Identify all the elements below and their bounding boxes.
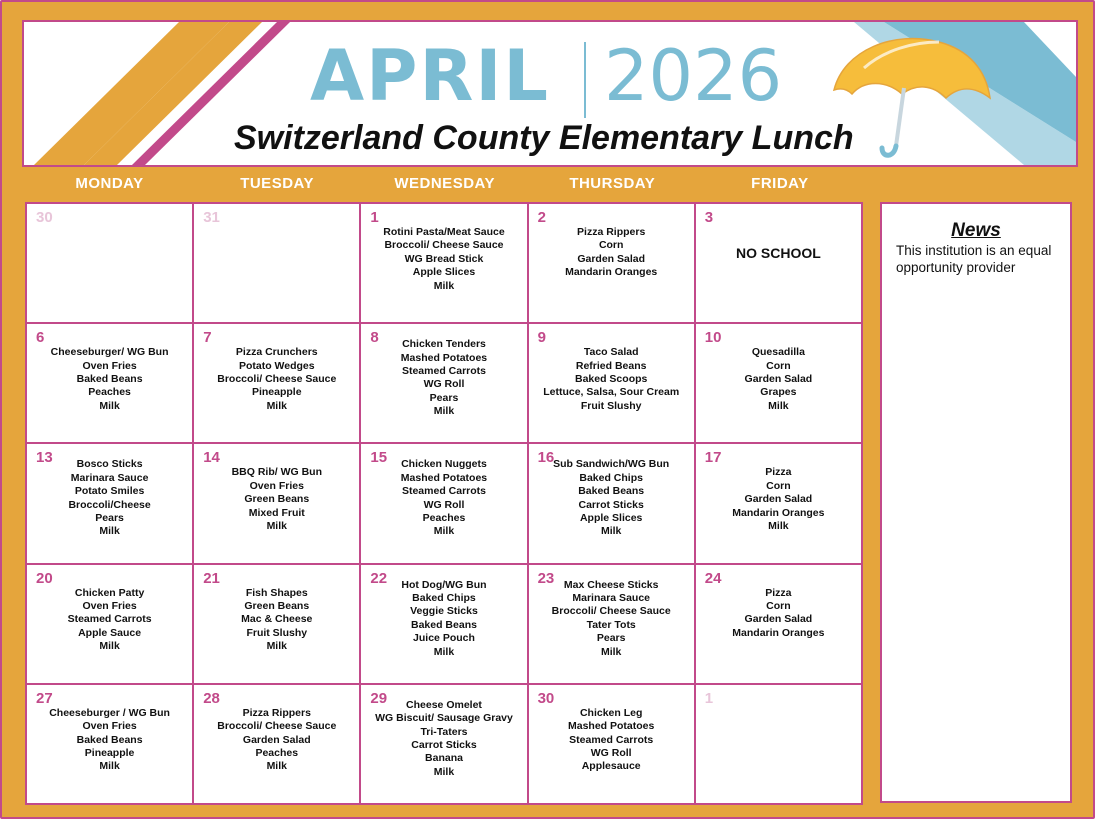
weekday-header-row [26,172,866,198]
menu-item: Corn [766,600,791,612]
menu-item: Mandarin Oranges [732,506,825,519]
menu-item: Tater Tots [586,618,636,631]
menu-item: Milk [99,399,120,412]
day-number: 14 [203,449,220,467]
menu-item: Pizza [765,586,792,599]
day-number: 1 [704,689,714,707]
menu-list [529,226,694,280]
menu-list [696,244,861,262]
menu-item: WG Bread Stick [404,252,484,265]
menu-list [361,458,526,538]
menu-item: Pears [596,632,626,645]
menu-item: Marinara Sauce [572,592,650,604]
menu-item: Steamed Carrots [569,733,654,746]
menu-item: Mandarin Oranges [565,266,658,279]
calendar-day-cell [529,565,694,683]
menu-item: Sub Sandwich/WG Bun [553,458,670,471]
menu-item: Applesauce [581,760,641,773]
day-number: 2 [537,209,546,226]
day-number: 22 [370,569,388,587]
menu-item: Oven Fries [82,359,137,372]
calendar-grid [25,202,863,805]
calendar-day-cell [27,204,192,322]
menu-item: Corn [598,239,624,252]
day-number: 30 [36,209,53,226]
menu-item: Peaches [255,747,299,760]
calendar-day-cell [696,324,861,442]
calendar-day-cell [361,204,526,322]
umbrella-icon [824,28,994,167]
calendar-day-cell [529,204,694,322]
day-number: 3 [704,209,714,226]
calendar-day-cell [194,204,359,322]
menu-item: Max Cheese Sticks [563,578,659,591]
calendar-day-cell [529,324,694,442]
menu-item: Milk [433,645,455,658]
menu-item: Apple Sauce [78,626,142,639]
day-number: 16 [537,449,555,467]
menu-item: Broccoli/ Cheese Sauce [217,373,337,385]
weekday-header-thursday: THURSDAY [569,175,656,192]
no-school-note: NO SCHOOL [736,245,821,261]
menu-item: WG Roll [423,498,465,511]
day-number: 29 [370,689,388,707]
day-number: 23 [537,569,555,587]
menu-item: WG Biscuit/ Sausage Gravy [375,712,513,725]
day-number: 20 [36,569,53,587]
menu-item: Corn [766,479,791,492]
calendar-day-cell [194,685,359,803]
menu-item: Steamed Carrots [67,613,152,626]
menu-item: Pineapple [84,747,135,760]
menu-item: Carrot Sticks [578,498,644,511]
menu-list [361,699,526,779]
menu-item: Chicken Patty [74,586,145,599]
menu-item: Oven Fries [82,600,137,612]
menu-item: Bosco Sticks [76,458,143,471]
news-text: This institution is an equal opportunity provider [896,243,1052,275]
menu-item: Garden Salad [744,493,813,506]
menu-item: Chicken Leg [579,706,643,719]
menu-item: Cheeseburger/ WG Bun [50,346,169,359]
menu-item: Mashed Potatoes [400,471,488,484]
menu-item: Milk [600,645,622,658]
menu-item: Garden Salad [744,373,813,385]
menu-item: BBQ Rib/ WG Bun [231,466,322,479]
menu-list [529,579,694,659]
menu-item: Peaches [88,386,131,399]
day-number: 30 [537,689,555,707]
weekday-header-friday: FRIDAY [751,175,809,192]
menu-item: Grapes [760,386,797,399]
calendar-day-cell [361,444,526,562]
calendar-day-cell [194,324,359,442]
menu-item: Juice Pouch [413,632,475,645]
menu-item: Quesadilla [751,346,805,359]
menu-item: Pizza Rippers [577,226,646,238]
menu-list [27,587,192,654]
menu-item: Baked Chips [412,592,476,604]
menu-item: Milk [266,399,287,412]
day-number: 28 [203,689,220,707]
day-number: 17 [704,449,722,467]
menu-item: Chicken Nuggets [401,458,487,471]
menu-item: Mac & Cheese [241,613,313,626]
menu-item: Tri-Taters [420,725,468,738]
calendar-day-cell [361,565,526,683]
menu-item: Pineapple [251,386,302,399]
menu-item: Cheeseburger / WG Bun [49,706,170,719]
menu-item: Corn [766,359,791,372]
menu-item: Baked Beans [578,485,645,498]
menu-item: Pizza Crunchers [235,346,318,359]
menu-item: Broccoli/ Cheese Sauce [551,605,671,618]
menu-item: Pizza Rippers [242,706,311,719]
calendar-day-cell [27,685,192,803]
menu-list [529,458,694,538]
weekday-header-monday: MONDAY [75,175,144,192]
day-number: 6 [36,329,45,347]
menu-item: Milk [99,760,120,773]
menu-item: Veggie Sticks [410,605,478,618]
menu-item: Pears [95,512,124,525]
menu-item: Milk [433,765,455,778]
menu-item: Oven Fries [249,479,304,492]
menu-item: Milk [99,525,120,538]
calendar-day-cell [696,565,861,683]
menu-item: Mandarin Oranges [732,626,825,639]
menu-item: Milk [600,525,622,538]
menu-item: Baked Chips [579,471,643,484]
calendar-day-cell [696,685,861,803]
calendar-day-cell [27,444,192,562]
calendar-day-cell [696,204,861,322]
menu-item: Oven Fries [82,720,137,733]
menu-item: Green Beans [244,600,310,612]
calendar-day-cell [194,444,359,562]
menu-list [194,587,359,654]
calendar-day-cell [529,444,694,562]
menu-list [696,346,861,413]
menu-item: Baked Beans [76,733,143,746]
menu-item: Milk [768,520,789,533]
menu-item: Fruit Slushy [580,399,642,412]
menu-item: Milk [99,640,120,653]
menu-item: Milk [266,640,287,653]
menu-item: Taco Salad [583,346,639,359]
title-month: APRIL [310,35,551,117]
menu-list [27,458,192,538]
menu-item: Steamed Carrots [401,485,486,498]
day-number: 15 [370,449,388,467]
calendar-day-cell [696,444,861,562]
menu-item: Pizza [765,466,792,479]
menu-list [27,707,192,774]
weekday-header-tuesday: TUESDAY [240,175,314,192]
menu-item: Steamed Carrots [401,365,486,377]
calendar-day-cell [529,685,694,803]
day-number: 21 [203,569,220,587]
menu-item: Milk [433,405,455,418]
menu-list [194,346,359,413]
day-number: 7 [203,329,212,347]
menu-item: Chicken Tenders [402,338,486,351]
calendar-day-cell [194,565,359,683]
menu-list [194,707,359,774]
menu-item: Green Beans [244,493,310,506]
menu-list [529,346,694,413]
menu-list [696,587,861,641]
day-number: 31 [203,209,220,226]
menu-item: Lettuce, Salsa, Sour Cream [543,386,680,399]
day-number: 8 [370,329,379,347]
menu-item: Baked Beans [76,373,143,385]
day-number: 27 [36,689,53,707]
menu-item: Potato Wedges [238,359,315,372]
calendar-day-cell [27,324,192,442]
day-number: 13 [36,449,53,467]
page-subtitle: Switzerland County Elementary Lunch [234,119,854,157]
day-number: 1 [370,209,379,226]
menu-item: WG Roll [590,747,632,760]
calendar-day-cell [361,324,526,442]
menu-item: Mashed Potatoes [568,720,655,733]
calendar-day-cell [361,685,526,803]
menu-list [361,226,526,293]
menu-list [529,707,694,774]
menu-item: Milk [433,279,455,292]
menu-item: Cheese Omelet [406,698,482,711]
menu-item: Milk [266,520,287,533]
menu-item: Broccoli/ Cheese Sauce [217,720,337,733]
menu-list [27,346,192,413]
header-banner [22,20,1078,167]
menu-item: Potato Smiles [74,485,145,498]
news-panel [880,202,1072,803]
menu-item: Baked Beans [411,618,477,631]
menu-item: Milk [433,525,455,538]
title-year: 2026 [604,35,783,117]
day-number: 9 [537,329,546,347]
day-number: 10 [704,329,722,347]
calendar-day-cell [27,565,192,683]
menu-item: Broccoli/Cheese [68,498,151,511]
menu-item: Mixed Fruit [248,506,305,519]
menu-item: Milk [768,399,789,412]
day-number: 24 [704,569,722,587]
menu-item: Refried Beans [575,359,647,372]
menu-item: Marinara Sauce [70,471,149,484]
menu-list [361,579,526,659]
menu-item: Pears [429,391,459,404]
news-title: News [951,220,1001,241]
menu-list [361,338,526,418]
menu-item: Carrot Sticks [411,739,477,752]
menu-item: Garden Salad [744,613,813,626]
menu-item: Hot Dog/WG Bun [401,578,487,591]
weekday-header-wednesday: WEDNESDAY [394,175,495,192]
menu-item: Garden Salad [577,252,646,265]
menu-item: Fish Shapes [245,586,308,599]
menu-item: Apple Slices [579,512,643,525]
menu-item: WG Roll [423,378,465,391]
title-divider [584,42,586,118]
menu-list [696,466,861,533]
menu-item: Rotini Pasta/Meat Sauce [383,226,505,238]
menu-item: Broccoli/ Cheese Sauce [384,239,504,252]
menu-item: Apple Slices [412,266,476,279]
menu-item: Garden Salad [242,733,311,746]
menu-list [194,466,359,533]
menu-item: Baked Scoops [575,373,648,385]
menu-item: Peaches [422,512,466,525]
menu-item: Milk [266,760,287,773]
menu-item: Fruit Slushy [246,626,308,639]
menu-item: Banana [425,752,463,765]
menu-item: Mashed Potatoes [400,351,488,364]
